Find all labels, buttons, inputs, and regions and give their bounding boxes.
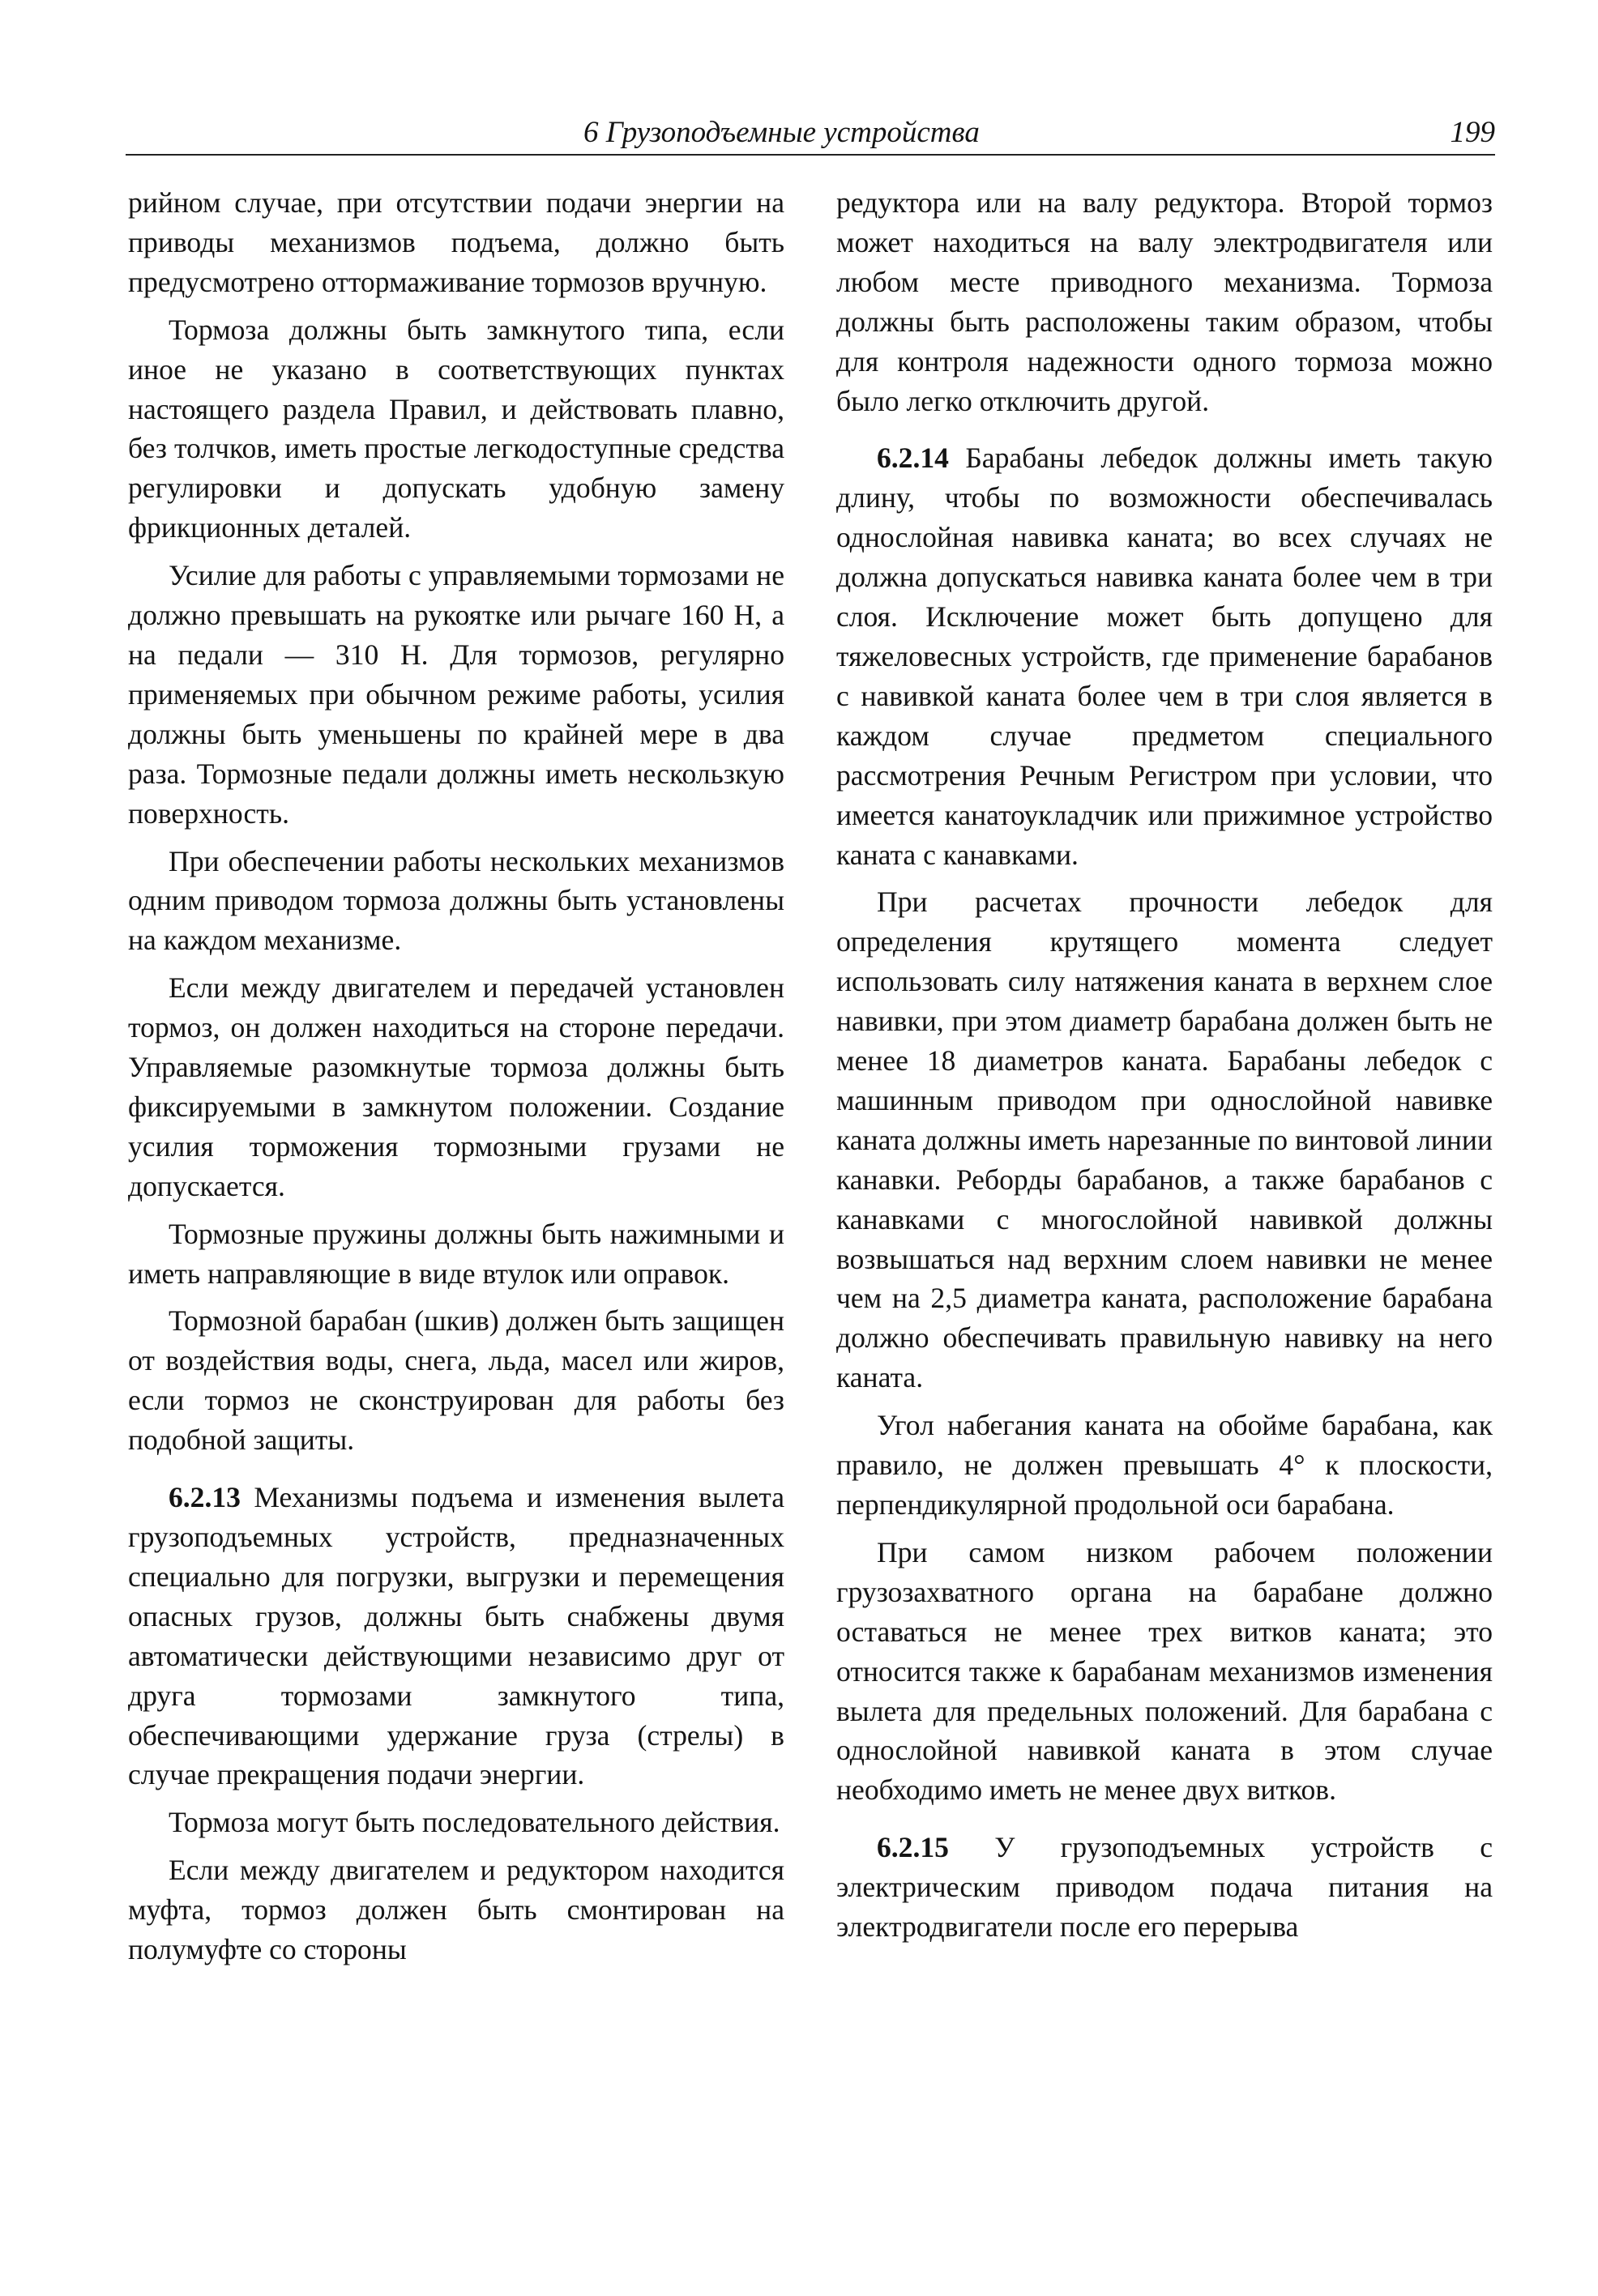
page-number: 199 xyxy=(1450,116,1495,149)
left-column xyxy=(128,183,784,1978)
section-number: 6.2.13 xyxy=(169,1481,241,1514)
paragraph: рийном случае, при отсутствии подачи энергии на приводы механизмов подъема, должно быть предусмотрено оттормаживание тормозов вручную. xyxy=(128,186,784,298)
paragraph: Усилие для работы с управляемыми тормозами не должно превышать на рукоятке или рычаге 160 Н, а на педали — 310 Н. Для тормозов, регулярно применяемых при обычном режиме работы, усилия должны быть уменьшены по крайней мере в два раза. Тормозные педали должны иметь нескользкую поверхность. xyxy=(128,559,784,830)
running-header xyxy=(126,112,1495,154)
paragraph: При обеспечении работы нескольких механизмов одним приводом тормоза должны быть установлены на каждом механизме. xyxy=(128,844,784,957)
section-text: У грузоподъемных устройств с электрическим приводом подача питания на электродвигатели после его перерыва xyxy=(836,1831,1493,1944)
paragraph: Тормозной барабан (шкив) должен быть защищен от воздействия воды, снега, льда, масел или жиров, если тормоз не сконструирован для работы без подобной защиты. xyxy=(128,1304,784,1457)
paragraph: При расчетах прочности лебедок для определения крутящего момента следует использовать силу натяжения каната в верхнем слое навивки, при этом диаметр барабана должен быть не менее 18 диаметров каната. Барабаны лебедок с машинным приводом при однослойной навивке каната должны иметь нарезанные по винтовой линии канавки. Реборды барабанов, а также барабанов с канавками с многослойной навивкой должны возвышаться над верхним слоем навивки не менее чем на 2,5 диаметра каната, расположение барабана должно обеспечивать правильную навивку на него каната. xyxy=(836,886,1493,1394)
paragraph: Тормоза должны быть замкнутого типа, если иное не указано в соответствующих пунктах настоящего раздела Правил, и действовать плавно, без толчков, иметь простые легкодоступные средства регулировки и допускать удобную замену фрикционных деталей. xyxy=(128,313,784,544)
section-6-2-14 xyxy=(836,438,1493,874)
paragraph: Если между двигателем и редуктором находится муфта, тормоз должен быть смонтирован на полумуфте со стороны xyxy=(128,1854,784,1966)
paragraph: редуктора или на валу редуктора. Второй тормоз может находиться на валу электродвигателя или любом месте приводного механизма. Тормоза должны быть расположены таким образом, чтобы для контроля надежности одного тормоза можно было легко отключить другой. xyxy=(836,186,1493,417)
paragraph: При самом низком рабочем положении грузозахватного органа на барабане должно оставаться не менее трех витков каната; это относится также к барабанам механизмов изменения вылета для предельных положений. Для барабана с однослойной навивкой каната в этом случае необходимо иметь не менее двух витков. xyxy=(836,1535,1493,1807)
section-text: Механизмы подъема и изменения вылета грузоподъемных устройств, предназначенных специально для погрузки, выгрузки и перемещения опасных грузов, должны быть снабжены двумя автоматически действующими независимо друг от друга тормозами замкнутого типа, обеспечивающими удержание груза (стрелы) в случае прекращения подачи энергии. xyxy=(128,1481,784,1791)
section-number: 6.2.15 xyxy=(877,1831,949,1864)
paragraph: Если между двигателем и передачей установлен тормоз, он должен находиться на стороне передачи. Управляемые разомкнутые тормоза должны быть фиксируемыми в замкнутом положении. Создание усилия торможения тормозными грузами не допускается. xyxy=(128,971,784,1202)
paragraph: Тормоза могут быть последовательного действия. xyxy=(169,1806,780,1839)
section-6-2-15 xyxy=(836,1828,1493,1947)
section-6-2-13 xyxy=(128,1478,784,1795)
running-title: 6 Грузоподъемные устройства xyxy=(583,116,980,149)
right-column xyxy=(836,183,1493,1955)
header-rule xyxy=(126,154,1495,156)
section-number: 6.2.14 xyxy=(877,442,949,475)
section-text: Барабаны лебедок должны иметь такую длину, чтобы по возможности обеспечивалась однослойная навивка каната; во всех случаях не должна допускаться навивка каната более чем в три слоя. Исключение может быть допущено для тяжеловесных устройств, где применение барабанов с навивкой каната более чем в три слоя является в каждом случае предметом специального рассмотрения Речным Регистром при условии, что имеется канатоукладчик или прижимное устройство каната с канавками. xyxy=(836,442,1493,871)
paragraph: Тормозные пружины должны быть нажимными и иметь направляющие в виде втулок или оправок. xyxy=(128,1217,784,1290)
paragraph: Угол набегания каната на обойме барабана, как правило, не должен превышать 4° к плоскости, перпендикулярной продольной оси барабана. xyxy=(836,1409,1493,1521)
